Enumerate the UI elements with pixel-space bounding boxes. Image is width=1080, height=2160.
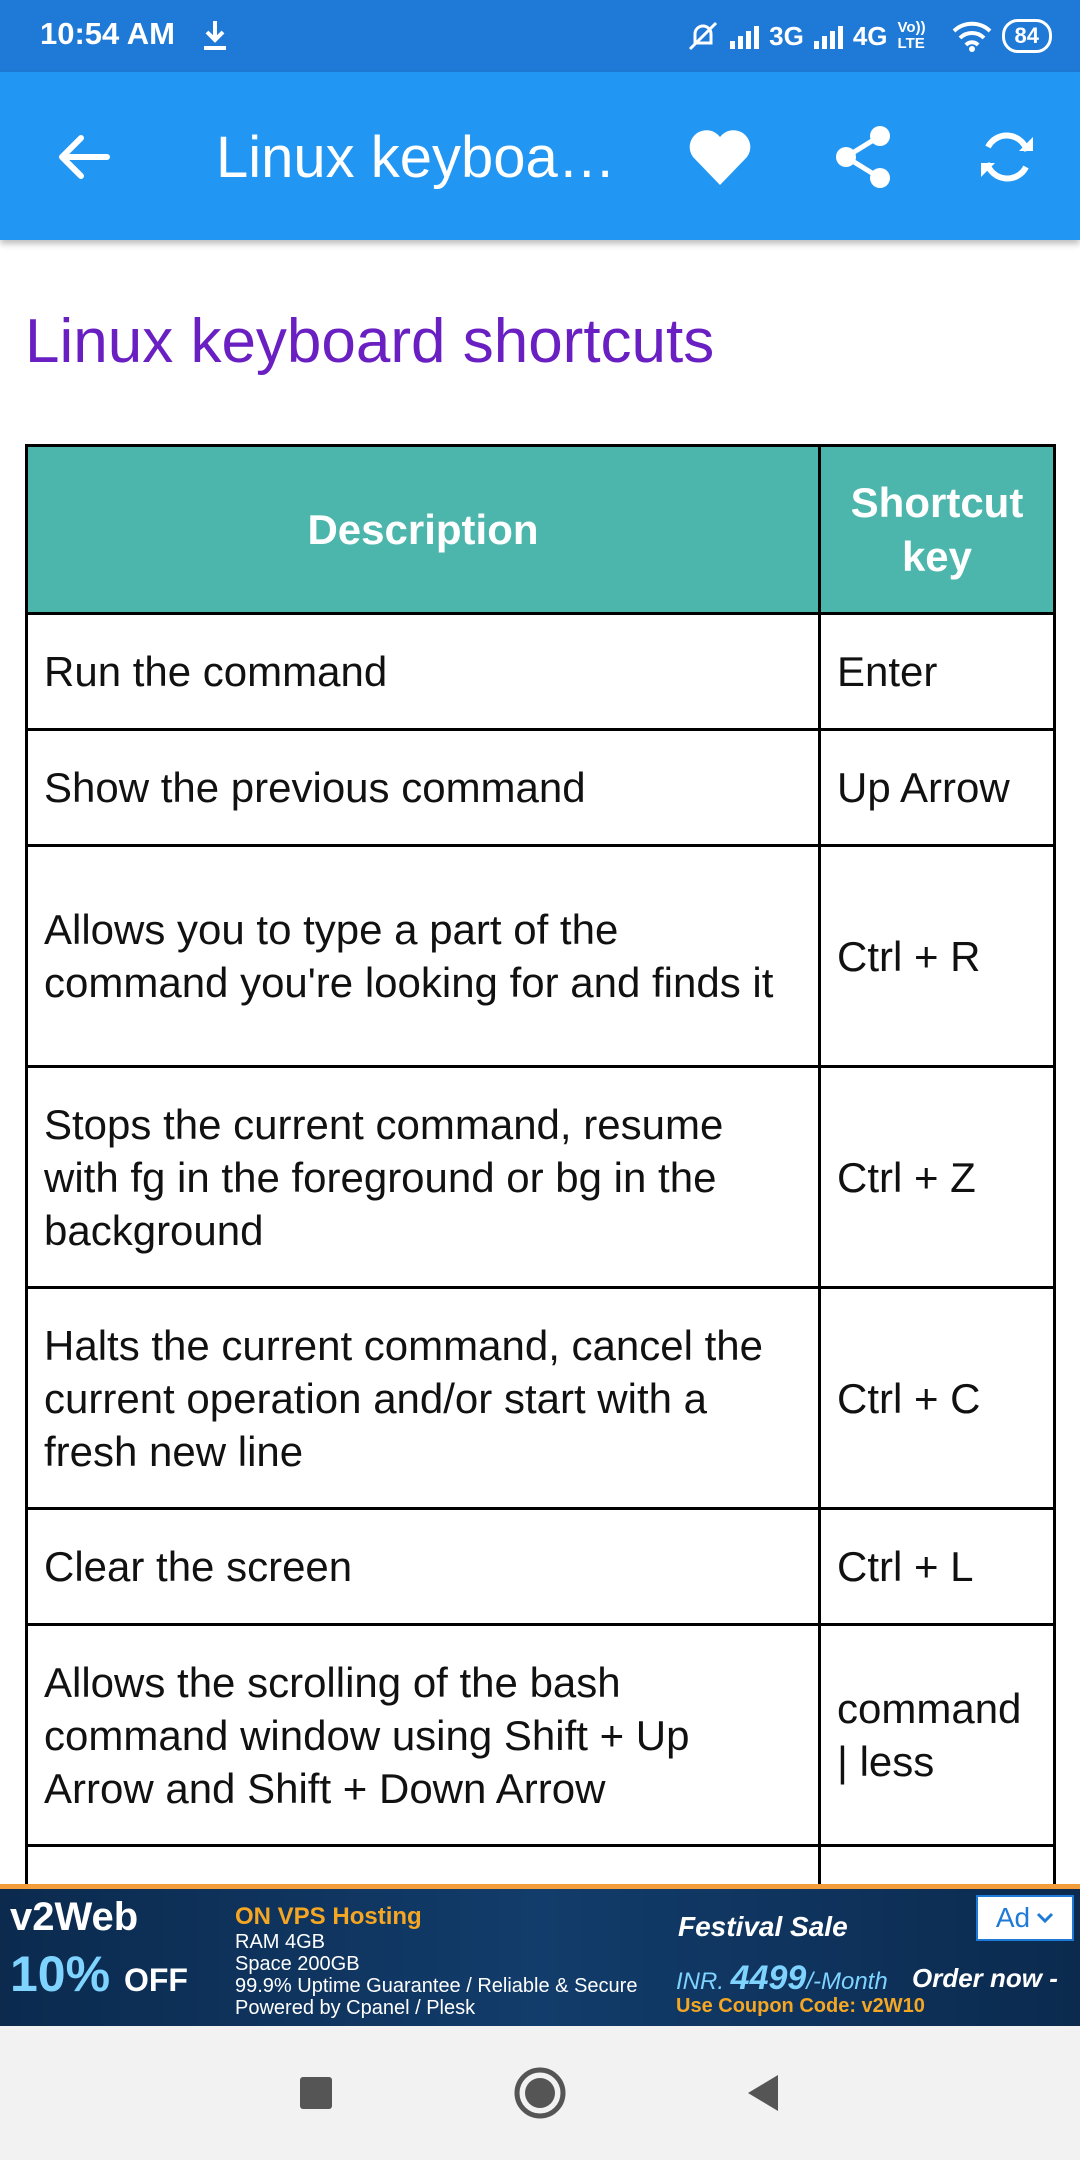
row-description: Run the command [27, 614, 820, 730]
home-circle-icon [512, 2065, 568, 2121]
row-key: Up Arrow [820, 730, 1055, 846]
ad-order-now[interactable]: Order now - [912, 1963, 1058, 1993]
row-key: Enter [820, 614, 1055, 730]
recents-square-icon [298, 2075, 334, 2111]
row-key: Ctrl + R [820, 846, 1055, 1067]
app-toolbar [0, 72, 1080, 240]
row-description: Allows you to type a part of the command you're looking for and finds it [27, 846, 820, 1067]
table-row [27, 1067, 1055, 1288]
row-description: Show the previous command [27, 730, 820, 846]
ad-brand: v2Web [10, 1895, 139, 1939]
home-button[interactable] [510, 2063, 570, 2123]
share-button[interactable] [818, 112, 908, 202]
ad-uptime: 99.9% Uptime Guarantee / Reliable & Secure [235, 1975, 638, 1997]
row-key: Ctrl + L [820, 1509, 1055, 1625]
toolbar-title: Linux keyboa… [216, 125, 616, 190]
battery-indicator: 84 [1002, 19, 1052, 53]
volte-badge: Vo)) LTE [897, 19, 926, 52]
table-row [27, 1625, 1055, 1846]
row-key: Ctrl + C [820, 1288, 1055, 1509]
signal-icon-2 [814, 23, 843, 49]
ad-festival: Festival Sale [678, 1911, 848, 1942]
status-icons [686, 14, 1052, 58]
ad-ram: RAM 4GB [235, 1931, 326, 1953]
row-description: Stops the current command, resume with fg in the foreground or bg in the background [27, 1067, 820, 1288]
refresh-button[interactable] [962, 112, 1052, 202]
row-key: Ctrl + Z [820, 1067, 1055, 1288]
ad-banner[interactable] [0, 1884, 1080, 2026]
back-nav-button[interactable] [732, 2063, 792, 2123]
wifi-icon [952, 20, 992, 52]
table-row [27, 1509, 1055, 1625]
row-description: Allows the scrolling of the bash command window using Shift + Up Arrow and Shift + Down Arrow [27, 1625, 820, 1846]
ad-space: Space 200GB [235, 1953, 360, 1975]
status-time: 10:54 AM [40, 16, 175, 51]
header-shortcut-key: Shortcut key [820, 446, 1055, 614]
chevron-down-icon [1036, 1912, 1054, 1924]
back-triangle-icon [742, 2071, 782, 2115]
ad-price-value: 4499 [730, 1959, 807, 1997]
download-icon [200, 18, 230, 52]
signal-icon-1 [730, 23, 759, 49]
row-description: Clear the screen [27, 1509, 820, 1625]
ad-features [235, 1931, 637, 2019]
row-description: Halts the current command, cancel the current operation and/or start with a fresh new line [27, 1288, 820, 1509]
network-4g: 4G [852, 20, 888, 51]
system-nav-bar [0, 2026, 1080, 2160]
table-row [27, 614, 1055, 730]
ad-choices-tag[interactable] [976, 1895, 1074, 1941]
header-description: Description [27, 446, 820, 614]
ad-headline: ON VPS Hosting [235, 1903, 422, 1930]
page-title: Linux keyboard shortcuts [25, 307, 715, 376]
ad-powered: Powered by Cpanel / Plesk [235, 1997, 476, 2019]
table-row [27, 846, 1055, 1067]
refresh-icon [975, 125, 1039, 189]
table-row [27, 730, 1055, 846]
ad-price [676, 1959, 888, 1998]
network-3g: 3G [769, 20, 804, 51]
ad-discount-suffix: OFF [123, 1962, 188, 1998]
share-icon [832, 124, 894, 190]
favorite-button[interactable] [675, 112, 765, 202]
table-header-row [27, 446, 1055, 614]
ad-tag-label: Ad [995, 1902, 1031, 1933]
shortcuts-table [25, 444, 1056, 1963]
mute-icon [686, 19, 720, 53]
back-button[interactable] [38, 112, 128, 202]
recents-button[interactable] [286, 2063, 346, 2123]
ad-price-suffix: /-Month [806, 1968, 888, 1995]
table-row [27, 1288, 1055, 1509]
ad-discount-value: 10% [10, 1946, 111, 2002]
back-arrow-icon [55, 132, 111, 182]
ad-price-prefix: INR. [676, 1968, 724, 1995]
row-key: command | less [820, 1625, 1055, 1846]
ad-discount [10, 1945, 188, 2003]
heart-icon [687, 127, 753, 187]
ad-coupon: Use Coupon Code: v2W10 [676, 1995, 925, 2017]
status-bar [0, 0, 1080, 72]
